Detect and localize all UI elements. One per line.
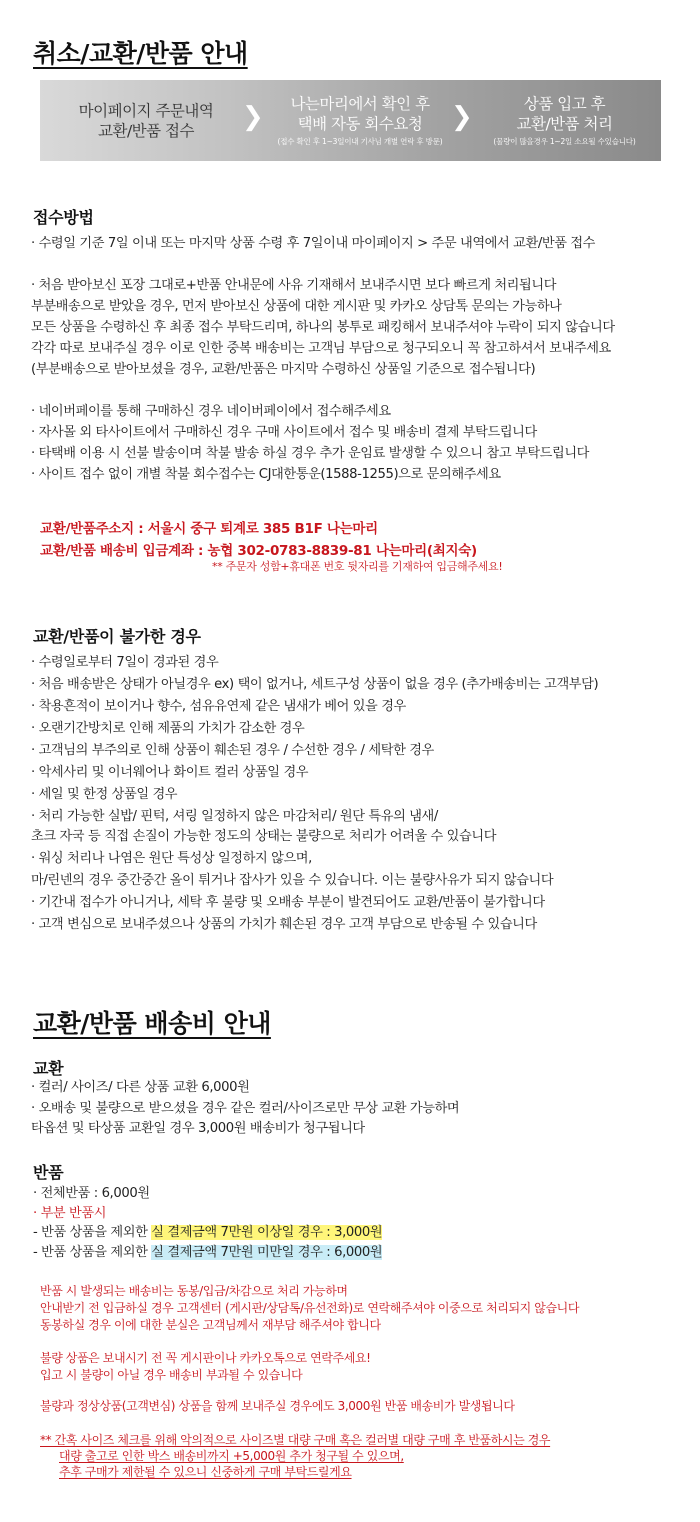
section-title-shipping-fee: 교환/반품 배송비 안내 xyxy=(33,1009,271,1038)
partial-tier-1-prefix: - 반품 상품을 제외한 xyxy=(33,1225,152,1240)
impossible-line: 초크 자국 등 직접 손질이 가능한 정도의 상태는 불량으로 처리가 어려울 수 있습니다 xyxy=(31,829,497,844)
step-1-line2: 교환/반품 접수 xyxy=(98,121,194,140)
process-step-2 xyxy=(260,80,460,161)
step-3-line2: 교환/반품 처리 xyxy=(516,115,613,133)
process-steps-banner xyxy=(40,80,661,161)
return-note: 안내받기 전 입금하실 경우 고객센터 (게시판/상담톡/유선전화)로 연락해주셔야 이중으로 처리되지 않습니다 xyxy=(40,1301,580,1315)
page-title: 취소/교환/반품 안내 xyxy=(33,39,248,68)
partial-return-label: · 부분 반품시 xyxy=(33,1206,107,1221)
method-line: 부분배송으로 받았을 경우, 먼저 받아보신 상품에 대한 게시판 및 카카오 상담톡 문의는 가능하나 xyxy=(31,299,562,314)
impossible-line: · 고객님의 부주의로 인해 상품이 훼손된 경우 / 수선한 경우 / 세탁한 경우 xyxy=(31,743,434,758)
bulk-purchase-warning: 대량 출고로 인한 박스 배송비까지 +5,000원 추가 청구될 수 있으며, xyxy=(59,1449,404,1463)
impossible-line: 마/린넨의 경우 중간중간 올이 튀거나 잡사가 있을 수 있습니다. 이는 불량사유가 되지 않습니다 xyxy=(31,873,554,888)
method-line: · 자사몰 외 타사이트에서 구매하신 경우 구매 사이트에서 접수 및 배송비 결제 부탁드립니다 xyxy=(31,425,537,440)
partial-return-tier-2 xyxy=(33,1242,382,1263)
impossible-line: · 기간내 접수가 아니거나, 세탁 후 불량 및 오배송 부분이 발견되어도 교환/반품이 불가합니다 xyxy=(31,895,545,910)
impossible-line: · 처음 배송받은 상태가 아닐경우 ex) 택이 없거나, 세트구성 상품이 없을 경우 (추가배송비는 고객부담) xyxy=(31,677,599,692)
return-note: 동봉하실 경우 이에 대한 분실은 고객님께서 재부담 해주셔야 합니다 xyxy=(40,1318,381,1332)
step-2-note: (접수 확인 후 1~3일이내 기사님 개별 연락 후 방문) xyxy=(277,137,443,146)
defect-note: 입고 시 불량이 아닐 경우 배송비 부과될 수 있습니다 xyxy=(40,1368,303,1382)
step-3-line1: 상품 입고 후 xyxy=(523,95,606,113)
process-step-3 xyxy=(468,80,661,161)
method-line: · 네이버페이를 통해 구매하신 경우 네이버페이에서 접수해주세요 xyxy=(31,404,391,419)
method-line: · 타택배 이용 시 선불 발송이며 착불 발송 하실 경우 추가 운임료 발생할 수 있으니 참고 부탁드립니다 xyxy=(31,446,590,461)
impossible-line: · 오랜기간방치로 인해 제품의 가치가 감소한 경우 xyxy=(31,721,305,736)
exchange-line: · 오배송 및 불량으로 받으셨을 경우 같은 컬러/사이즈로만 무상 교환 가능하며 xyxy=(31,1101,460,1116)
impossible-line: · 수령일로부터 7일이 경과된 경우 xyxy=(31,655,219,670)
return-address: 교환/반품주소지 : 서울시 중구 퇴계로 385 B1F 나는마리 xyxy=(40,521,378,537)
exchange-heading: 교환 xyxy=(33,1059,64,1078)
account-note: ** 주문자 성함+휴대폰 번호 뒷자리를 기재하여 입금해주세요! xyxy=(212,560,503,573)
method-line: (부분배송으로 받아보셨을 경우, 교환/반품은 마지막 수령하신 상품일 기준으로 접수됩니다) xyxy=(31,362,536,377)
bulk-purchase-warning: 추후 구매가 제한될 수 있으니 신중하게 구매 부탁드릴게요 xyxy=(59,1465,352,1479)
exchange-line: 타옵션 및 타상품 교환일 경우 3,000원 배송비가 청구됩니다 xyxy=(31,1121,365,1136)
return-heading: 반품 xyxy=(33,1163,64,1182)
impossible-line: · 처리 가능한 실밥/ 핀턱, 셔링 일정하지 않은 마감처리/ 원단 특유의 냄새/ xyxy=(31,809,438,824)
method-line: 모든 상품을 수령하신 후 최종 접수 부탁드리며, 하나의 봉투로 패킹해서 보내주셔야 누락이 되지 않습니다 xyxy=(31,320,615,335)
impossible-line: · 고객 변심으로 보내주셨으나 상품의 가치가 훼손된 경우 고객 부담으로 반송될 수 있습니다 xyxy=(31,917,537,932)
chevron-right-icon: ❯ xyxy=(242,102,264,132)
partial-tier-2-highlight: 실 결제금액 7만원 미만일 경우 : 6,000원 xyxy=(151,1245,383,1260)
partial-return-tier-1 xyxy=(33,1222,382,1243)
impossible-line: · 세일 및 한정 상품일 경우 xyxy=(31,787,178,802)
partial-tier-1-highlight: 실 결제금액 7만원 이상일 경우 : 3,000원 xyxy=(151,1225,383,1240)
method-line: · 처음 받아보신 포장 그대로+반품 안내문에 사유 기재해서 보내주시면 보다 빠르게 처리됩니다 xyxy=(31,278,557,293)
defect-note: 불량 상품은 보내시기 전 꼭 게시판이나 카카오톡으로 연락주세요! xyxy=(40,1351,371,1365)
exchange-line: · 컬러/ 사이즈/ 다른 상품 교환 6,000원 xyxy=(31,1080,250,1095)
method-line: · 수령일 기준 7일 이내 또는 마지막 상품 수령 후 7일이내 마이페이지 > 주문 내역에서 교환/반품 접수 xyxy=(31,236,596,251)
return-note: 반품 시 발생되는 배송비는 동봉/입금/차감으로 처리 가능하며 xyxy=(40,1284,348,1298)
mixed-return-note: 불량과 정상상품(고객변심) 상품을 함께 보내주실 경우에도 3,000원 반품 배송비가 발생됩니다 xyxy=(40,1399,515,1413)
bulk-purchase-warning: ** 간혹 사이즈 체크를 위해 악의적으로 사이즈별 대량 구매 혹은 컬러별 대량 구매 후 반품하시는 경우 xyxy=(40,1433,551,1447)
chevron-right-icon: ❯ xyxy=(451,102,473,132)
full-return-fee: · 전체반품 : 6,000원 xyxy=(33,1186,150,1201)
partial-tier-2-prefix: - 반품 상품을 제외한 xyxy=(33,1245,152,1260)
impossible-heading: 교환/반품이 불가한 경우 xyxy=(33,627,201,646)
step-3-note: (물량이 많을경우 1~2일 소요될 수있습니다) xyxy=(493,137,636,146)
step-1-line1: 마이페이지 주문내역 xyxy=(78,101,214,120)
method-heading: 접수방법 xyxy=(33,208,94,227)
method-line: · 사이트 접수 없이 개별 착불 회수접수는 CJ대한통운(1588-1255)으로 문의해주세요 xyxy=(31,467,501,482)
return-account: 교환/반품 배송비 입금계좌 : 농협 302-0783-8839-81 나는마리(최지숙) xyxy=(40,543,477,559)
step-2-line1: 나는마리에서 확인 후 xyxy=(290,95,430,113)
process-step-1 xyxy=(40,80,252,161)
impossible-line: · 악세사리 및 이너웨어나 화이트 컬러 상품일 경우 xyxy=(31,765,309,780)
impossible-line: · 착용흔적이 보이거나 향수, 섬유유연제 같은 냄새가 베어 있을 경우 xyxy=(31,699,406,714)
step-2-line2: 택배 자동 회수요청 xyxy=(297,115,423,133)
method-line: 각각 따로 보내주실 경우 이로 인한 중복 배송비는 고객님 부담으로 청구되오니 꼭 참고하셔서 보내주세요 xyxy=(31,341,611,356)
impossible-line: · 워싱 처리나 나염은 원단 특성상 일정하지 않으며, xyxy=(31,851,312,866)
